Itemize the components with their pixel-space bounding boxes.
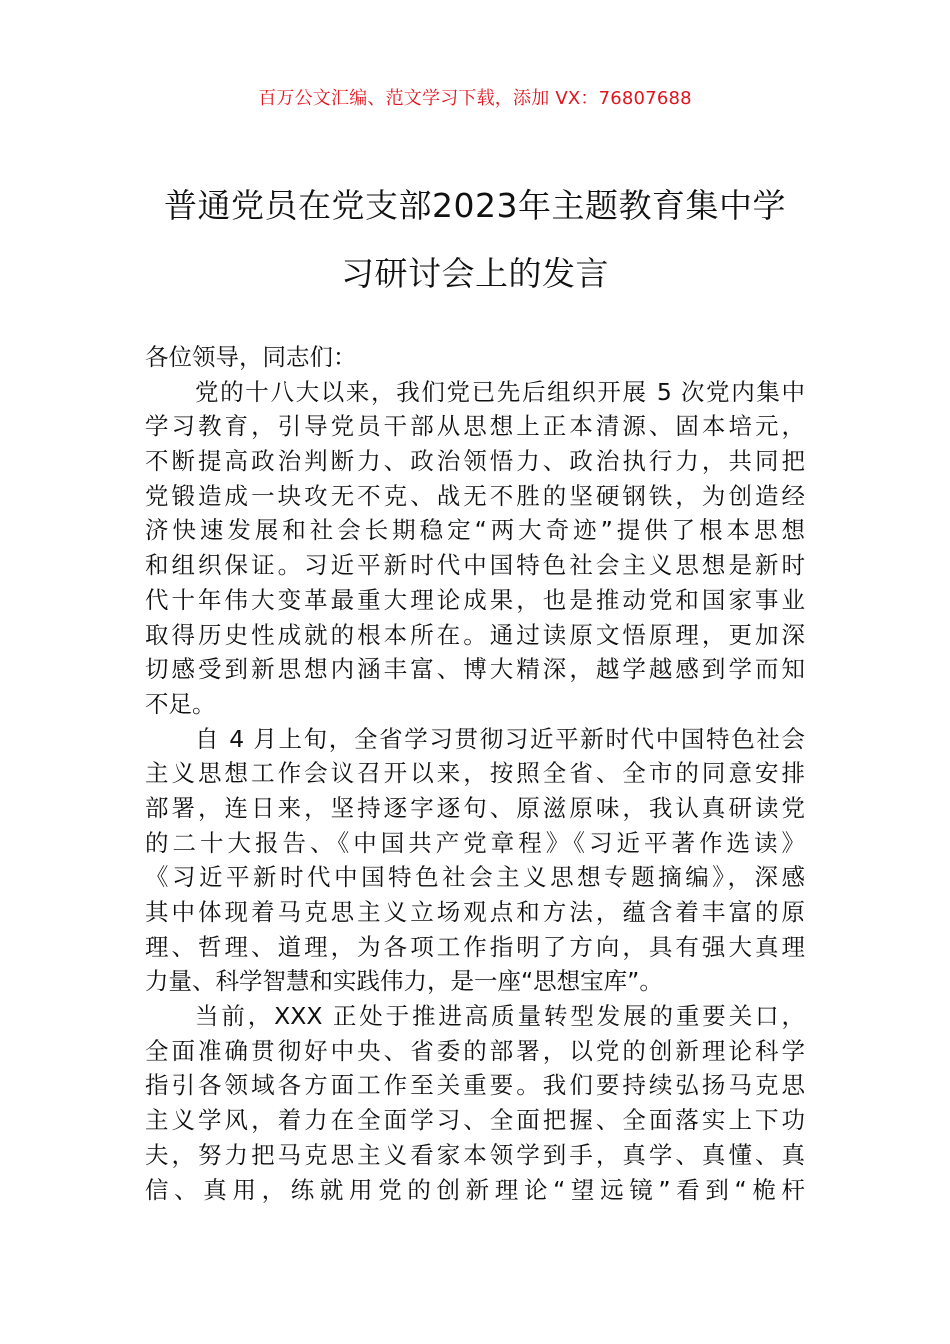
text-line: 理、哲理、道理，为各项工作指明了方向，具有强大真理: [145, 932, 805, 961]
text-line: 学习教育，引导党员干部从思想上正本清源、固本培元，: [145, 412, 805, 441]
text-line: 济快速发展和社会长期稳定“两大奇迹”提供了根本思想: [145, 516, 805, 545]
text-line: 党的十八大以来，我们党已先后组织开展 5 次党内集中: [195, 377, 805, 406]
text-line: 当前，XXX 正处于推进高质量转型发展的重要关口，: [195, 1002, 805, 1031]
watermark-banner: 百万公文汇编、范文学习下载，添加 VX：76807688: [258, 88, 692, 109]
text-line: 主义学风，着力在全面学习、全面把握、全面落实上下功: [145, 1106, 805, 1135]
text-line: 指引各领域各方面工作至关重要。我们要持续弘扬马克思: [145, 1071, 805, 1100]
text-line: 代十年伟大变革最重大理论成果，也是推动党和国家事业: [145, 585, 805, 614]
salutation: 各位领导，同志们：: [145, 343, 357, 371]
document-title-line-2: 习研讨会上的发言: [341, 254, 609, 293]
text-line: 自 4 月上旬，全省学习贯彻习近平新时代中国特色社会: [195, 724, 805, 753]
text-line: 《习近平新时代中国特色社会主义思想专题摘编》，深感: [145, 863, 805, 892]
text-line: 部署，连日来，坚持逐字逐句、原滋原味，我认真研读党: [145, 793, 805, 822]
text-line: 信、真用，练就用党的创新理论“望远镜”看到“桅杆: [145, 1175, 805, 1204]
text-line: 全面准确贯彻好中央、省委的部署，以党的创新理论科学: [145, 1036, 805, 1065]
document-body: [145, 340, 805, 1207]
text-line: 切感受到新思想内涵丰富、博大精深，越学越感到学而知: [145, 655, 805, 684]
text-line: 不足。: [145, 689, 216, 718]
text-line: 不断提高政治判断力、政治领悟力、政治执行力，共同把: [145, 447, 805, 476]
text-line: 和组织保证。习近平新时代中国特色社会主义思想是新时: [145, 551, 805, 580]
text-line: 党锻造成一块攻无不克、战无不胜的坚硬钢铁，为创造经: [145, 481, 805, 510]
paragraph: [145, 722, 805, 1000]
text-line: 夫，努力把马克思主义看家本领学到手，真学、真懂、真: [145, 1140, 805, 1169]
paragraph: [145, 999, 805, 1207]
text-line: 取得历史性成就的根本所在。通过读原文悟原理，更加深: [145, 620, 805, 649]
paragraph: [145, 375, 805, 722]
document-title-line-1: 普通党员在党支部2023年主题教育集中学: [164, 186, 786, 225]
text-line: 其中体现着马克思主义立场观点和方法，蕴含着丰富的原: [145, 898, 805, 926]
text-line: 的二十大报告、《中国共产党章程》《习近平著作选读》: [145, 828, 805, 857]
text-line: 力量、科学智慧和实践伟力，是一座“思想宝库”。: [145, 967, 663, 996]
text-line: 主义思想工作会议召开以来，按照全省、全市的同意安排: [145, 759, 805, 788]
